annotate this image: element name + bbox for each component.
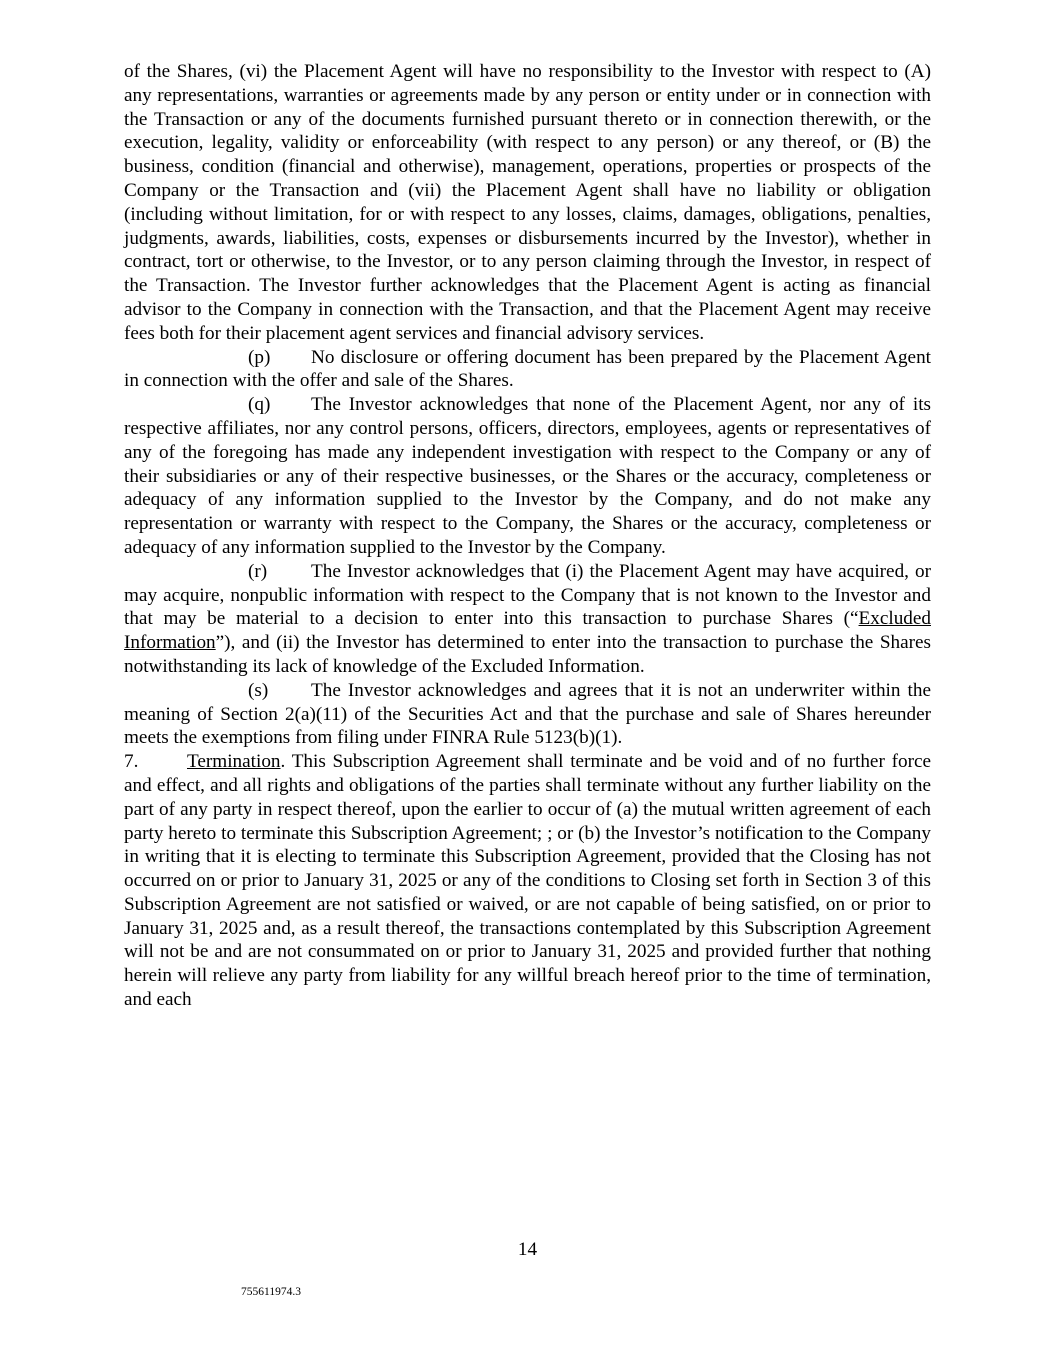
section-p-paragraph [124,346,931,394]
section-q-paragraph [124,393,931,560]
excluded-information-term: Excluded Information [124,608,931,654]
section-r-text-before: The Investor acknowledges that (i) the Placement Agent may have acquired, or may acquire, nonpublic information with respect to the Company that is not known to the Investor and that may be material to a decision to enter into this transaction to purchase Shares (“ [124,560,931,630]
continuation-paragraph [124,60,931,346]
section-7-text: . This Subscription Agreement shall terminate and be void and of no further force and effect, and all rights and obligations of the parties shall terminate without any further liability on the part of any party in respect thereof, upon the earlier to occur of (a) the mutual written agreement of each party hereto to terminate this Subscription Agreement; ; or (b) the Investor’s notification to the Company in writing that it is electing to terminate this Subscription Agreement, provided that the Closing has not occurred on or prior to January 31, 2025 or any of the conditions to Closing set forth in Section 3 of this Subscription Agreement are not satisfied or waived, or are not capable of being satisfied, on or prior to January 31, 2025 and, as a result thereof, the transactions contemplated by this Subscription Agreement will not be and are not consummated on or prior to January 31, 2025 and provided further that nothing herein will relieve any party from liability for any willful breach hereof prior to the time of termination, and each [124,751,931,1011]
section-s-label: (s) [248,679,269,701]
page-number: 14 [517,1239,538,1260]
section-7-number: 7. [124,751,139,773]
section-r-text-after: ”), and (ii) the Investor has determined to enter into the transaction to purchase the Shares notwithstanding its lack of knowledge of the Excluded Information. [124,632,931,677]
document-body [124,60,931,1012]
document-id: 755611974.3 [241,1286,301,1298]
section-p-label: (p) [248,346,271,368]
continuation-text: of the Shares, (vi) the Placement Agent will have no responsibility to the Investor with respect to (A) any representations, warranties or agreements made by any person or entity under or in connection with the Transaction or any of the documents furnished pursuant thereto or in connection therewith, or the execution, legality, validity or enforceability (with respect to any person) or any thereof, or (B) the business, condition (financial and otherwise), management, operations, properties or prospects of the Company or the Transaction and (vii) the Placement Agent shall have no liability or obligation (including without limitation, for or with respect to any losses, claims, damages, obligations, penalties, judgments, awards, liabilities, costs, expenses or disbursements incurred by the Investor), whether in contract, tort or otherwise, to the Investor, or to any person claiming through the Investor, in respect of the Transaction. The Investor further acknowledges that the Placement Agent is acting as financial advisor to the Company in connection with the Transaction, and that the Placement Agent may receive fees both for their placement agent services and financial advisory services. [124,61,931,344]
section-q-text: The Investor acknowledges that none of the Placement Agent, nor any of its respective affiliates, nor any control persons, officers, directors, employees, agents or representatives of any of the foregoing has made any independent investigation with respect to the Company or any of their subsidiaries or any of their respective businesses, or the Shares or the accuracy, completeness or adequacy of any information supplied to the Investor by the Company, and do not make any representation or warranty with respect to the Company, the Shares or the accuracy, completeness or adequacy of any information supplied to the Investor by the Company. [124,394,931,558]
section-p-text: No disclosure or offering document has been prepared by the Placement Agent in connection with the offer and sale of the Shares. [124,346,931,392]
section-q-label: (q) [248,394,271,416]
section-s-text: The Investor acknowledges and agrees that it is not an underwriter within the meaning of Section 2(a)(11) of the Securities Act and that the purchase and sale of Shares hereunder meets the exemptions from filing under FINRA Rule 5123(b)(1). [124,679,931,749]
section-7-heading: Termination [187,751,281,773]
section-r-paragraph [124,560,931,679]
section-s-paragraph [124,679,931,750]
section-7-paragraph [124,750,931,1012]
section-r-label: (r) [248,560,268,582]
